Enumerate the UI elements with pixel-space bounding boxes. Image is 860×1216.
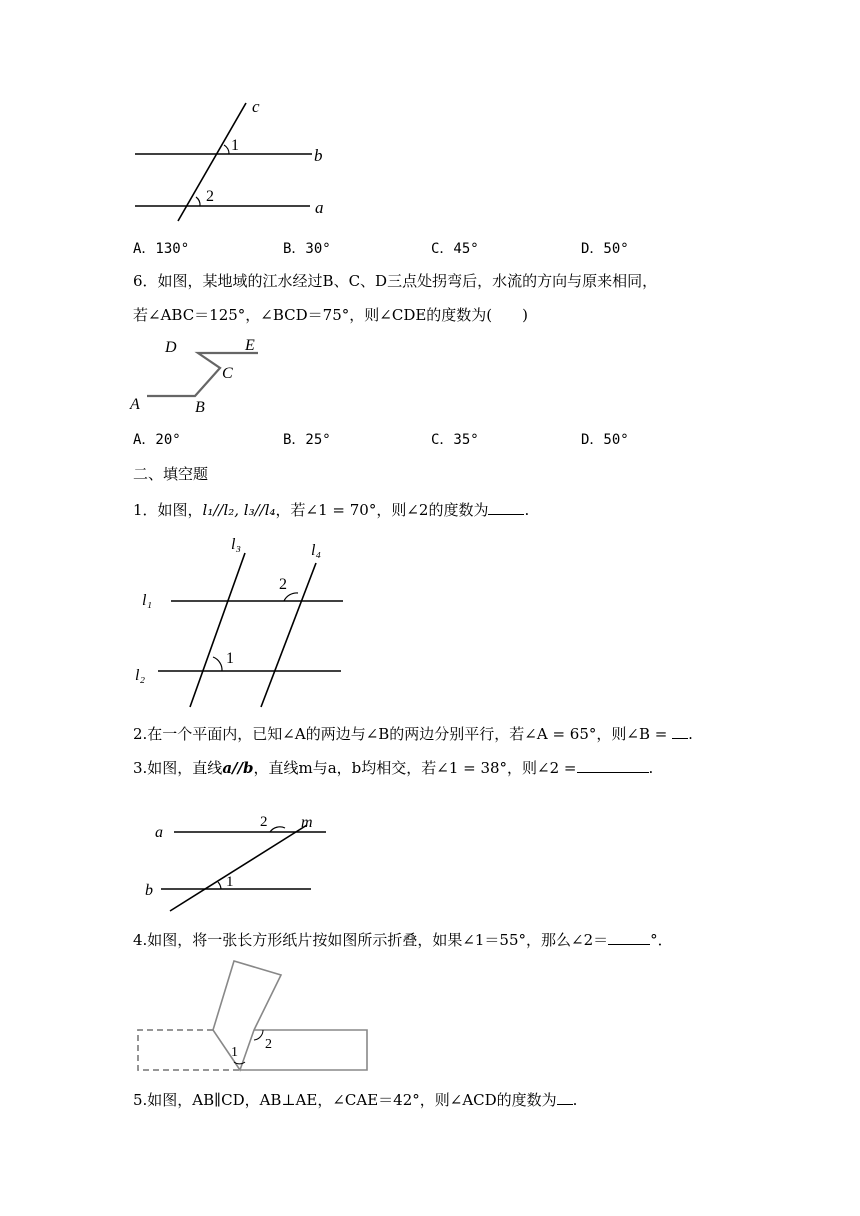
angle-2-arc	[196, 197, 200, 206]
label-b: b	[145, 882, 153, 899]
angle-1-arc	[224, 145, 229, 154]
label-2: 2	[265, 1037, 272, 1052]
answer-blank[interactable]	[557, 1089, 573, 1105]
q6-option-d: D．50°	[581, 432, 629, 448]
label-2: 2	[260, 815, 268, 830]
fq2-text	[133, 723, 693, 744]
line-l4	[261, 563, 316, 707]
figure-four-lines	[125, 535, 355, 710]
angle-1-arc	[218, 882, 221, 889]
label-a: a	[315, 198, 324, 217]
fq1-condition: l₁//l₂, l₃//l₄	[202, 501, 276, 519]
line-m	[170, 825, 307, 911]
angle-2-arc	[284, 593, 298, 601]
q6-option-c: C．35°	[431, 432, 479, 448]
answer-blank[interactable]	[577, 757, 649, 773]
q6-text-line1: 6．如图，某地域的江水经过B、C、D三点处拐弯后，水流的方向与原来相同，	[133, 272, 658, 290]
q6-option-a: A．20°	[133, 432, 181, 448]
option-b: B．30°	[283, 241, 331, 257]
fq5-text	[133, 1089, 577, 1110]
fq2-end: .	[688, 725, 693, 743]
line-l3	[190, 553, 245, 707]
fq3-prefix: 3.如图，直线	[133, 759, 223, 777]
label-l3: l₃	[231, 536, 242, 553]
answer-blank[interactable]	[488, 499, 524, 515]
figure-folded-paper	[130, 955, 375, 1075]
fq4-end: °．	[650, 931, 673, 949]
figure-transversal-m	[135, 815, 335, 915]
q6-text-line2: 若∠ABC＝125°，∠BCD＝75°，则∠CDE的度数为( )	[133, 306, 528, 324]
river-path	[147, 353, 258, 396]
angle-1-arc	[213, 657, 222, 671]
fq4-prefix: 4.如图，将一张长方形纸片按如图所示折叠，如果∠1＝55°，那么∠2＝	[133, 931, 609, 949]
figure-river	[125, 332, 275, 417]
label-C: C	[222, 365, 233, 382]
option-d: D．50°	[581, 241, 629, 257]
label-A: A	[130, 396, 140, 413]
label-l4: l₄	[311, 542, 322, 559]
fq5-end: .	[572, 1091, 578, 1109]
fq2-prefix: 2.在一个平面内，已知∠A的两边与∠B的两边分别平行，若∠A = 65°，则∠B =	[133, 725, 673, 743]
q6-option-b: B．25°	[283, 432, 331, 448]
label-a: a	[155, 824, 163, 841]
fq3-text	[133, 757, 653, 778]
label-B: B	[195, 399, 205, 416]
label-D: D	[165, 339, 177, 356]
folded-part	[213, 961, 281, 1070]
label-m: m	[301, 815, 313, 831]
angle-2-arc	[254, 1030, 263, 1040]
fq3-condition: a//b	[222, 759, 254, 777]
answer-blank[interactable]	[608, 929, 650, 945]
label-E: E	[245, 337, 255, 354]
strip-outline	[240, 1030, 367, 1070]
label-c: c	[252, 97, 260, 116]
label-l1: l₁	[142, 592, 153, 609]
label-l2: l₂	[135, 667, 146, 684]
label-2: 2	[279, 576, 287, 593]
section-title: 二、填空题	[133, 465, 209, 483]
dashed-rectangle	[138, 1030, 240, 1070]
label-1: 1	[231, 1045, 238, 1060]
fq1-end: .	[524, 501, 530, 519]
fq4-text	[133, 929, 673, 950]
figure-parallel-lines-c	[125, 95, 345, 230]
fq3-mid: ，直线m与a，b均相交，若∠1 = 38°，则∠2 =	[253, 759, 577, 777]
fq3-end: .	[648, 759, 654, 777]
fq5-prefix: 5.如图，AB∥CD，AB⊥AE，∠CAE＝42°，则∠ACD的度数为	[133, 1091, 557, 1109]
label-1: 1	[226, 874, 234, 890]
option-c: C．45°	[431, 241, 479, 257]
fq1-mid: ，若∠1 = 70°，则∠2的度数为	[275, 501, 489, 519]
label-b: b	[314, 146, 323, 165]
label-2: 2	[206, 188, 214, 205]
label-1: 1	[231, 137, 239, 154]
fq1-prefix: 1．如图，	[133, 501, 203, 519]
answer-blank[interactable]	[672, 723, 688, 739]
label-1: 1	[226, 650, 234, 667]
option-a: A．130°	[133, 241, 190, 257]
fq1-text	[133, 499, 529, 520]
